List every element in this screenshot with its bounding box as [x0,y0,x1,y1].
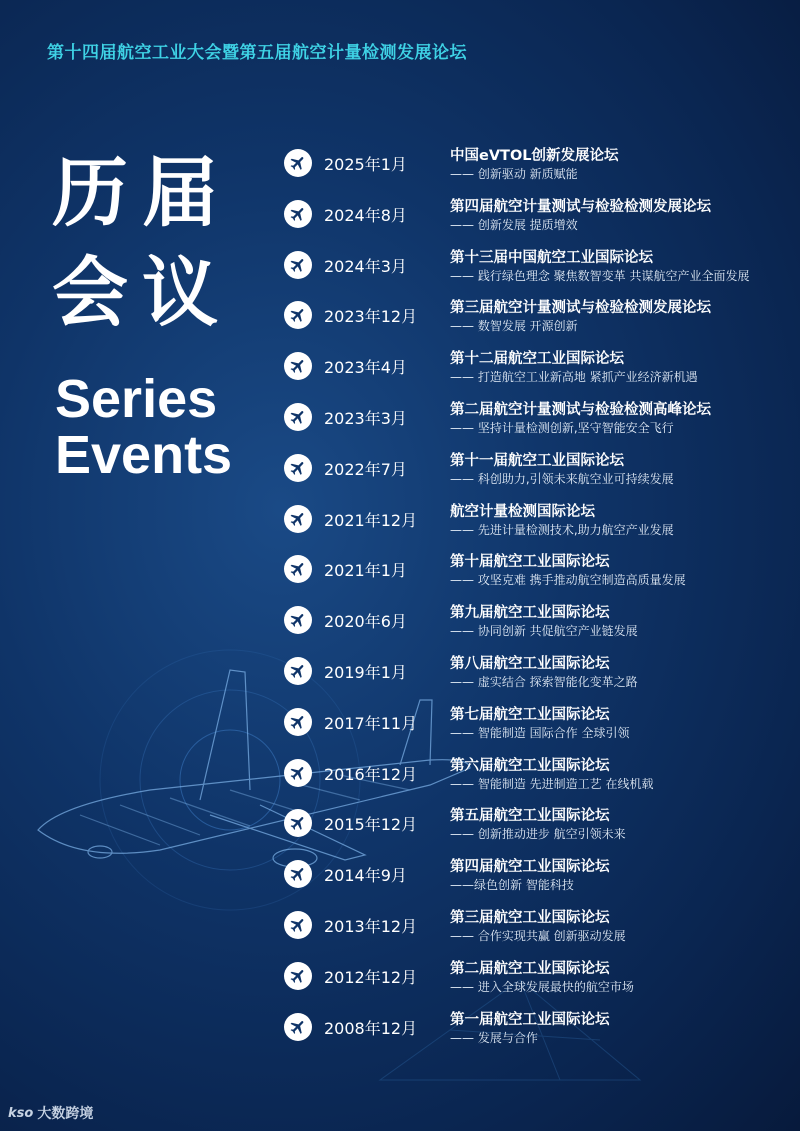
airplane-icon [284,555,312,583]
event-date: 2019年1月 [324,662,407,682]
event-item [284,346,794,397]
event-name: 航空计量检测国际论坛 [450,503,595,520]
event-tagline: —— 虚实结合 探索智能化变革之路 [450,674,638,689]
event-name: 第二届航空工业国际论坛 [450,960,610,977]
event-name: 第九届航空工业国际论坛 [450,605,610,622]
airplane-icon [284,149,312,177]
event-tagline: —— 创新推动进步 航空引领未来 [450,827,626,842]
event-name: 第八届航空工业国际论坛 [450,655,610,672]
event-date: 2008年12月 [324,1018,418,1038]
event-item [284,549,794,600]
event-date: 2014年9月 [324,866,407,886]
event-item [284,499,794,550]
event-name: 中国eVTOL创新发展论坛 [450,148,619,164]
event-date: 2023年12月 [324,307,418,327]
event-tagline: —— 坚持计量检测创新,坚守智能安全飞行 [450,420,674,435]
event-tagline: —— 发展与合作 [450,1030,538,1045]
event-tagline: —— 创新驱动 新质赋能 [450,167,578,181]
event-item [284,295,794,346]
airplane-icon [284,301,312,329]
hero-cn-line-1: 历届 [52,148,232,237]
airplane-icon [284,1013,312,1041]
event-date: 2017年11月 [324,713,418,733]
airplane-icon [284,962,312,990]
event-date: 2024年3月 [324,256,407,276]
event-date: 2020年6月 [324,612,407,632]
event-name: 第四届航空计量测试与检验检测发展论坛 [450,198,711,215]
event-tagline: —— 协同创新 共促航空产业链发展 [450,624,638,639]
event-item [284,194,794,245]
event-date: 2023年4月 [324,358,407,378]
event-date: 2024年8月 [324,205,407,225]
airplane-icon [284,454,312,482]
event-date: 2021年1月 [324,561,407,581]
hero-en-line-2: Events [55,425,233,485]
event-name: 第二届航空计量测试与检验检测高峰论坛 [450,401,711,418]
event-name: 第十三届中国航空工业国际论坛 [450,249,653,266]
airplane-icon [284,708,312,736]
event-tagline: —— 智能制造 国际合作 全球引领 [450,725,630,740]
event-name: 第十二届航空工业国际论坛 [450,351,624,368]
event-item [284,803,794,854]
event-date: 2015年12月 [324,815,418,835]
events-timeline [284,143,794,1057]
event-tagline: —— 数智发展 开源创新 [450,319,578,334]
event-tagline: —— 先进计量检测技术,助力航空产业发展 [450,522,674,537]
watermark-text: 大数跨境 [37,1106,94,1122]
event-tagline: —— 践行绿色理念 聚焦数智变革 共谋航空产业全面发展 [450,268,750,283]
event-date: 2022年7月 [324,459,407,479]
event-name: 第三届航空计量测试与检验检测发展论坛 [450,300,711,317]
event-name: 第五届航空工业国际论坛 [450,808,610,825]
event-item [284,956,794,1007]
event-item [284,702,794,753]
watermark-logo: kso [8,1105,34,1121]
airplane-icon [284,352,312,380]
event-tagline: —— 科创助力,引领未来航空业可持续发展 [450,471,674,486]
event-name: 第四届航空工业国际论坛 [450,859,610,876]
event-date: 2012年12月 [324,967,418,987]
event-name: 第十一届航空工业国际论坛 [450,452,624,469]
airplane-icon [284,860,312,888]
event-item [284,651,794,702]
airplane-icon [284,251,312,279]
event-tagline: —— 智能制造 先进制造工艺 在线机载 [450,776,654,791]
airplane-icon [284,403,312,431]
event-date: 2021年12月 [324,510,418,530]
event-item [284,448,794,499]
event-item [284,1007,794,1058]
event-tagline: —— 进入全球发展最快的航空市场 [450,979,634,994]
hero-en-line-1: Series [55,369,218,429]
event-date: 2025年1月 [324,155,407,174]
event-tagline: —— 合作实现共赢 创新驱动发展 [450,928,626,943]
event-tagline: —— 创新发展 提质增效 [450,217,578,232]
event-tagline: ——绿色创新 智能科技 [450,878,574,893]
page-title: 第十四届航空工业大会暨第五届航空计量检测发展论坛 [47,43,467,63]
airplane-icon [284,911,312,939]
event-item [284,397,794,448]
event-item [284,245,794,296]
event-date: 2023年3月 [324,408,407,428]
event-tagline: —— 打造航空工业新高地 紧抓产业经济新机遇 [450,370,698,385]
airplane-icon [284,759,312,787]
event-date: 2013年12月 [324,916,418,936]
event-name: 第七届航空工业国际论坛 [450,706,610,723]
event-item [284,753,794,804]
event-item [284,854,794,905]
event-item [284,905,794,956]
airplane-icon [284,606,312,634]
event-name: 第六届航空工业国际论坛 [450,757,610,774]
event-item [284,600,794,651]
airplane-icon [284,657,312,685]
airplane-icon [284,200,312,228]
event-name: 第十届航空工业国际论坛 [450,554,610,571]
watermark [8,1103,93,1123]
hero-cn-line-2: 会议 [52,248,232,337]
event-name: 第三届航空工业国际论坛 [450,909,610,926]
airplane-icon [284,809,312,837]
event-item [284,143,794,194]
airplane-icon [284,505,312,533]
event-tagline: —— 攻坚克难 携手推动航空制造高质量发展 [450,573,686,588]
event-date: 2016年12月 [324,764,418,784]
event-name: 第一届航空工业国际论坛 [450,1011,610,1028]
